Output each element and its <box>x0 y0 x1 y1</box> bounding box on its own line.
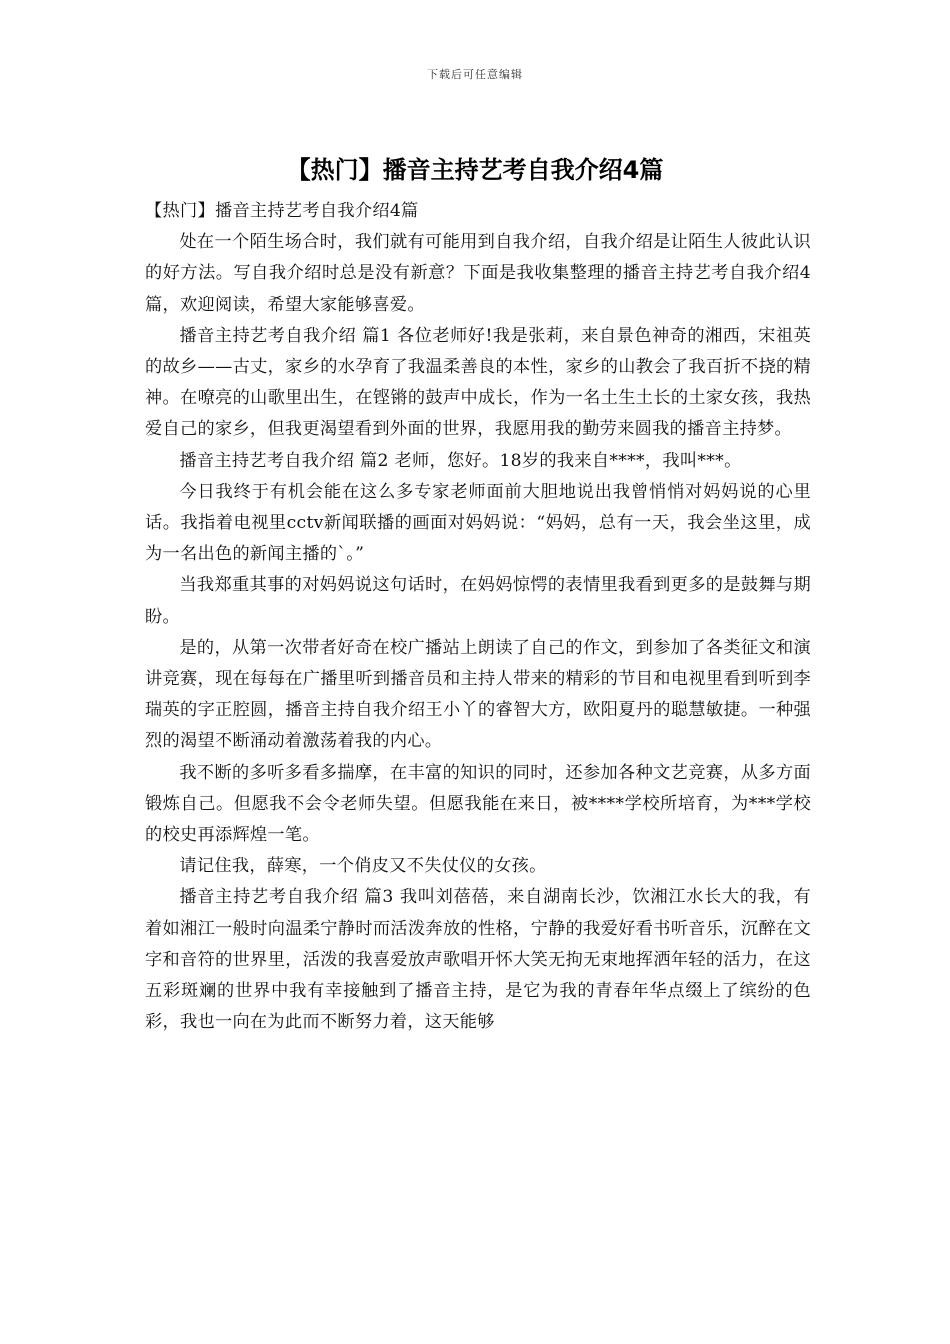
paragraph: 我不断的多听多看多揣摩，在丰富的知识的同时，还参加各种文艺竞赛，从多方面锻炼自己。但愿我不会令老师失望。但愿我能在来日，被****学校所培育，为***学校的校史再添辉煌一笔。 <box>145 762 811 846</box>
intro-paragraph: 处在一个陌生场合时，我们就有可能用到自我介绍，自我介绍是让陌生人彼此认识的好方法。写自我介绍时总是没有新意？下面是我收集整理的播音主持艺考自我介绍4篇，欢迎阅读，希望大家能够喜爱。 <box>145 232 811 315</box>
document-title: 【热门】播音主持艺考自我介绍4篇 <box>286 156 664 184</box>
paragraph-essay-3: 播音主持艺考自我介绍 篇3 我叫刘蓓蓓，来自湖南长沙，饮湘江水长大的我，有着如湘江一般时向温柔宁静时而活泼奔放的性格，宁静的我爱好看书听音乐，沉醉在文字和音符的世界里，活泼的我喜爱放声歌唱开怀大笑无拘无束地挥洒年轻的活力，在这五彩斑斓的世界中我有幸接触到了播音主持，是它为我的青春年华点缀上了缤纷的色彩，我也一向在为此而不断努力着，这天能够 <box>145 887 811 1033</box>
document-body <box>145 196 811 1038</box>
paragraph: 请记住我，薛寒，一个俏皮又不失仗仪的女孩。 <box>179 856 547 877</box>
paragraph: 是的，从第一次带者好奇在校广播站上朗读了自己的作文，到参加了各类征文和演讲竞赛，现在每每在广播里听到播音员和主持人带来的精彩的节目和电视里看到听到李瑞英的字正腔圆，播音主持自我介绍王小丫的睿智大方，欧阳夏丹的聪慧敏捷。一种强烈的渴望不断涌动着激荡着我的内心。 <box>145 637 811 752</box>
paragraph: 当我郑重其事的对妈妈说这句话时，在妈妈惊愕的表情里我看到更多的是鼓舞与期盼。 <box>145 575 811 627</box>
subtitle-paragraph: 【热门】播音主持艺考自我介绍4篇 <box>145 201 419 221</box>
header-note: 下载后可任意编辑 <box>427 68 523 81</box>
paragraph-essay-1: 播音主持艺考自我介绍 篇1 各位老师好!我是张莉，来自景色神奇的湘西，宋祖英的故乡——古丈，家乡的水孕育了我温柔善良的本性，家乡的山教会了我百折不挠的精神。在嘹亮的山歌里出生，在铿锵的鼓声中成长，作为一名土生土长的土家女孩，我热爱自己的家乡，但我更渴望看到外面的世界，我愿用我的勤劳来圆我的播音主持梦。 <box>145 325 811 440</box>
paragraph-essay-2-opening: 播音主持艺考自我介绍 篇2 老师，您好。18岁的我来自****，我叫***。 <box>179 450 742 471</box>
paragraph: 今日我终于有机会能在这么多专家老师面前大胆地说出我曾悄悄对妈妈说的心里话。我指着电视里cctv新闻联播的画面对妈妈说：“妈妈，总有一天，我会坐这里，成为一名出色的新闻主播的`。” <box>145 481 811 565</box>
